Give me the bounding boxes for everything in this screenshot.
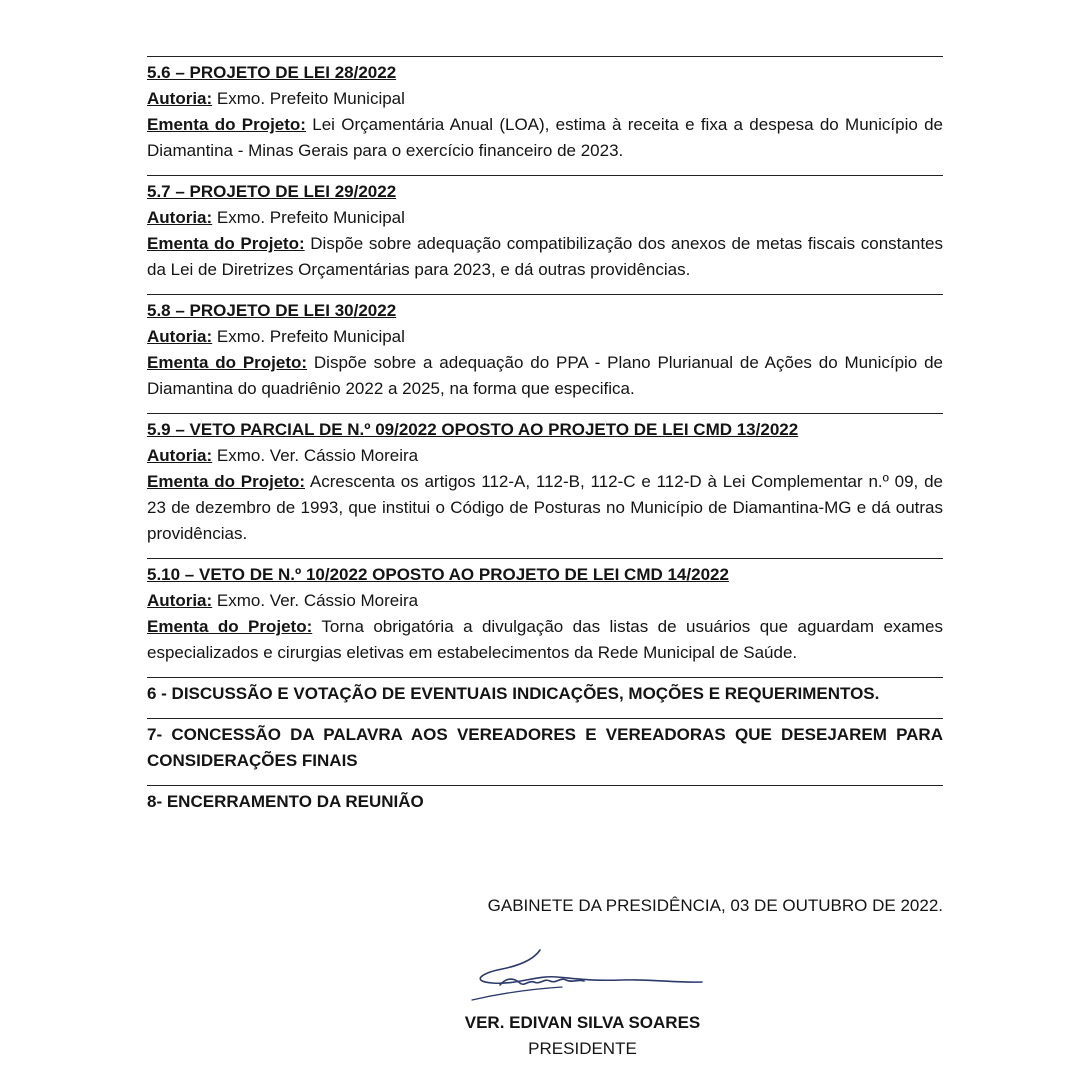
autoria-label: Autoria: <box>147 446 213 465</box>
autoria-label: Autoria: <box>147 327 213 346</box>
ementa-label: Ementa do Projeto: <box>147 234 305 253</box>
ementa-text: Torna obrigatória a divulgação das listas de usuários que aguardam exames especializados e cirurgias eletivas em estabelecimentos da Rede Municipal de Saúde. <box>147 617 943 662</box>
agenda-item-6: 6 - DISCUSSÃO E VOTAÇÃO DE EVENTUAIS INDICAÇÕES, MOÇÕES E REQUERIMENTOS. <box>147 684 880 703</box>
autoria-label: Autoria: <box>147 208 213 227</box>
date-line: GABINETE DA PRESIDÊNCIA, 03 DE OUTUBRO DE 2022. <box>487 896 943 915</box>
handwritten-signature <box>462 945 712 1005</box>
autoria-value: Exmo. Ver. Cássio Moreira <box>212 591 419 610</box>
divider <box>147 56 943 57</box>
ementa-text: Acrescenta os artigos 112-A, 112-B, 112-C e 112-D à Lei Complementar n.º 09, de 23 de dezembro de 1993, que institui o Código de Posturas no Município de Diamantina-MG e dá outras providências. <box>147 472 943 543</box>
divider <box>147 413 943 414</box>
autoria-line <box>147 324 943 350</box>
signer-name: VER. EDIVAN SILVA SOARES <box>464 1013 701 1032</box>
agenda-item-8: 8- ENCERRAMENTO DA REUNIÃO <box>147 792 424 811</box>
divider <box>147 785 943 786</box>
agenda-item-5-9 <box>147 417 943 547</box>
autoria-value: Exmo. Prefeito Municipal <box>212 89 405 108</box>
autoria-line <box>147 86 943 112</box>
ementa-label: Ementa do Projeto: <box>147 472 305 491</box>
ementa-text: Lei Orçamentária Anual (LOA), estima à receita e fixa a despesa do Município de Diamantina - Minas Gerais para o exercício financeiro de 2023. <box>147 115 943 160</box>
autoria-value: Exmo. Prefeito Municipal <box>212 208 405 227</box>
ementa-text: Dispõe sobre adequação compatibilização dos anexos de metas fiscais constantes da Lei de Diretrizes Orçamentárias para 2023, e dá outras providências. <box>147 234 943 279</box>
autoria-label: Autoria: <box>147 591 213 610</box>
ementa-label: Ementa do Projeto: <box>147 115 306 134</box>
autoria-line <box>147 205 943 231</box>
agenda-item-5-7 <box>147 179 943 283</box>
item-heading: 5.6 – PROJETO DE LEI 28/2022 <box>147 63 397 82</box>
agenda-content <box>147 56 943 815</box>
autoria-line <box>147 588 943 614</box>
divider <box>147 558 943 559</box>
divider <box>147 677 943 678</box>
agenda-item-7: 7- CONCESSÃO DA PALAVRA AOS VEREADORES E VEREADORAS QUE DESEJAREM PARA CONSIDERAÇÕES FINAIS <box>147 725 943 770</box>
autoria-value: Exmo. Prefeito Municipal <box>212 327 405 346</box>
signer-title: PRESIDENTE <box>528 1039 637 1058</box>
ementa-label: Ementa do Projeto: <box>147 617 313 636</box>
ementa-paragraph <box>147 469 943 547</box>
ementa-text: Dispõe sobre a adequação do PPA - Plano Plurianual de Ações do Município de Diamantina do quadriênio 2022 a 2025, na forma que especifica. <box>147 353 943 398</box>
ementa-paragraph <box>147 231 943 283</box>
ementa-label: Ementa do Projeto: <box>147 353 308 372</box>
ementa-paragraph <box>147 112 943 164</box>
divider <box>147 294 943 295</box>
autoria-label: Autoria: <box>147 89 213 108</box>
autoria-value: Exmo. Ver. Cássio Moreira <box>212 446 419 465</box>
item-heading: 5.7 – PROJETO DE LEI 29/2022 <box>147 182 397 201</box>
item-heading: 5.8 – PROJETO DE LEI 30/2022 <box>147 301 397 320</box>
divider <box>147 175 943 176</box>
agenda-item-5-6 <box>147 60 943 164</box>
item-heading: 5.9 – VETO PARCIAL DE N.º 09/2022 OPOSTO AO PROJETO DE LEI CMD 13/2022 <box>147 420 799 439</box>
autoria-line <box>147 443 943 469</box>
agenda-item-5-10 <box>147 562 943 666</box>
item-heading: 5.10 – VETO DE N.º 10/2022 OPOSTO AO PROJETO DE LEI CMD 14/2022 <box>147 565 729 584</box>
ementa-paragraph <box>147 614 943 666</box>
divider <box>147 718 943 719</box>
agenda-item-5-8 <box>147 298 943 402</box>
ementa-paragraph <box>147 350 943 402</box>
